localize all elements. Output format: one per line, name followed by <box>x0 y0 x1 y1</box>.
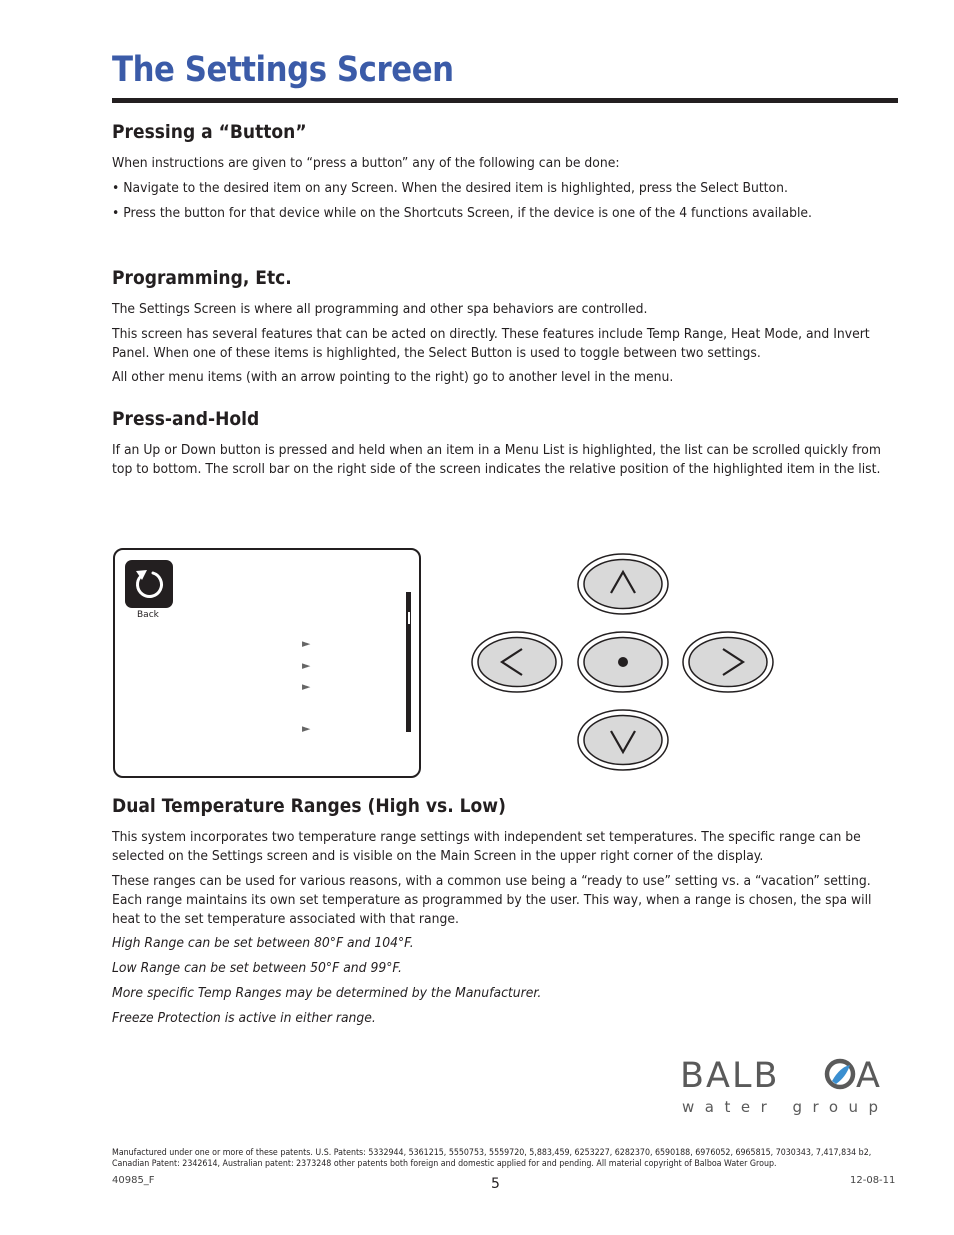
settings-screen-illustration <box>113 548 421 778</box>
menu-arrow-1: ► <box>302 637 311 650</box>
menu-arrow-2: ► <box>302 659 311 672</box>
down-button[interactable] <box>578 710 668 770</box>
menu-arrow-3: ► <box>302 680 311 693</box>
logo-brand-end: A <box>856 1057 880 1096</box>
heading-pressing-button: Pressing a “Button” <box>112 121 307 143</box>
revision-date: 12-08-11 <box>850 1175 896 1186</box>
select-button[interactable] <box>578 632 668 692</box>
doc-number: 40985_F <box>112 1175 155 1186</box>
page-number: 5 <box>491 1176 500 1192</box>
scrollbar[interactable] <box>406 592 411 732</box>
patent-line-1: Manufactured under one or more of these patents. U.S. Patents: 5332944, 5361215, 5550753, 5559720, 5,883,459, 6253227, 6282370, 6590188, 6976052, 6965815, 7030343, 7,417,834 b2, <box>112 1148 872 1158</box>
dot-icon <box>618 657 628 667</box>
right-button[interactable] <box>683 632 773 692</box>
heading-programming: Programming, Etc. <box>112 267 292 289</box>
page-title: The Settings Screen <box>112 50 454 90</box>
pressing-bullet-1: • Navigate to the desired item on any Screen. When the desired item is highlighted, press the Select Button. <box>112 181 788 196</box>
presshold-p1: If an Up or Down button is pressed and held when an item in a Menu List is highlighted, the list can be scrolled quickly from top to bottom. The scroll bar on the right side of the screen indicates the relative position of the highlighted item in the list. <box>112 443 881 477</box>
dual-manufacturer-note: More specific Temp Ranges may be determined by the Manufacturer. <box>112 986 542 1001</box>
logo-tagline: water group <box>682 1098 889 1116</box>
dual-low-range: Low Range can be set between 50°F and 99°F. <box>112 961 402 976</box>
heading-press-and-hold: Press-and-Hold <box>112 408 260 430</box>
scroll-thumb[interactable] <box>408 612 410 624</box>
menu-arrow-4: ► <box>302 722 311 735</box>
programming-p1: The Settings Screen is where all programming and other spa behaviors are controlled. <box>112 302 648 317</box>
logo-o-mark <box>827 1061 853 1087</box>
pressing-bullet-2: • Press the button for that device while on the Shortcuts Screen, if the device is one of the 4 functions available. <box>112 206 812 221</box>
dual-p1: This system incorporates two temperature range settings with independent set temperatures. The specific range can be selected on the Settings screen and is visible on the Main Screen in the upper right corner of the display. <box>112 830 861 864</box>
title-rule <box>112 98 898 103</box>
logo-brand: BALB <box>680 1057 780 1096</box>
programming-p2: This screen has several features that can be acted on directly. These features include Temp Range, Heat Mode, and Invert Panel. When one of these items is highlighted, the Select Button is used to toggle between two settings. <box>112 327 870 361</box>
patent-line-2: Canadian Patent: 2342614, Australian patent: 2373248 other patents both foreign and domestic applied for and pending. All material copyright of Balboa Water Group. <box>112 1159 777 1169</box>
back-label: Back <box>137 610 159 620</box>
keypad-illustration <box>470 552 780 772</box>
left-button[interactable] <box>472 632 562 692</box>
dual-freeze-note: Freeze Protection is active in either range. <box>112 1011 376 1026</box>
up-button[interactable] <box>578 554 668 614</box>
programming-p3: All other menu items (with an arrow pointing to the right) go to another level in the menu. <box>112 370 674 385</box>
dual-p2: These ranges can be used for various reasons, with a common use being a “ready to use” setting vs. a “vacation” setting. Each range maintains its own set temperature as programmed by the user. This way, when a range is chosen, the spa will heat to the set temperature associated with that range. <box>112 874 872 927</box>
dual-high-range: High Range can be set between 80°F and 104°F. <box>112 936 414 951</box>
back-button[interactable] <box>125 560 173 608</box>
back-icon <box>125 560 173 608</box>
heading-dual-temperature: Dual Temperature Ranges (High vs. Low) <box>112 795 506 817</box>
pressing-intro: When instructions are given to “press a button” any of the following can be done: <box>112 156 620 171</box>
balboa-logo <box>680 1057 900 1117</box>
